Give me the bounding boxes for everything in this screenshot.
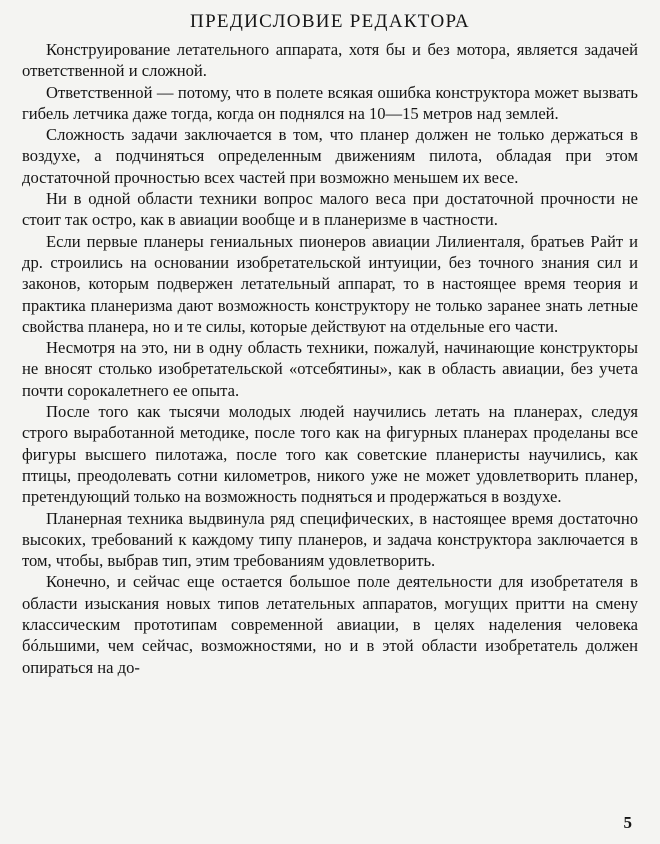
paragraph: Несмотря на это, ни в одну область техники, пожалуй, начинающие конструкторы не вносят столько изобретательской «отсебятины», как в область авиации, без учета почти сорокалетнего ее опыта. xyxy=(22,338,638,400)
paragraph: Сложность задачи заключается в том, что планер должен не только держаться в воздухе, а подчиняться определенным движениям пилота, обладая при этом достаточной прочностью всех частей при возможно меньшем их весе. xyxy=(22,125,638,187)
paragraph: Конструирование летательного аппарата, хотя бы и без мотора, является задачей ответственной и сложной. xyxy=(22,40,638,81)
paragraph: Конечно, и сейчас еще остается большое поле деятельности для изобретателя в области изыскания новых типов летательных аппаратов, могущих притти на смену классическим прототипам современной авиации, в целях наделения человека бóльшими, чем сейчас, возможностями, но и в этой области изобретатель должен опираться на до- xyxy=(22,572,638,677)
paragraph: Планерная техника выдвинула ряд специфических, в настоящее время достаточно высоких, требований к каждому типу планеров, и задача конструктора заключается в том, чтобы, выбрав тип, этим требованиям удовлетворить. xyxy=(22,508,638,571)
paragraph: Ни в одной области техники вопрос малого веса при достаточной прочности не стоит так остро, как в авиации вообще и в планеризме в частности. xyxy=(22,189,638,230)
page-number: 5 xyxy=(623,813,632,832)
body-text xyxy=(22,39,638,678)
paragraph: После того как тысячи молодых людей научились летать на планерах, следуя строго выработанной методике, после того как на фигурных планерах проделаны все фигуры высшего пилотажа, после того как советские планеристы научились, как птицы, преодолевать сотни километров, никого уже не может удовлетворить планер, претендующий только на возможность подняться и продержаться в воздухе. xyxy=(22,402,638,507)
paragraph: Ответственной — потому, что в полете всякая ошибка конструктора может вызвать гибель летчика даже тогда, когда он поднялся на 10—15 метров над землей. xyxy=(22,82,638,123)
page-title: ПРЕДИСЛОВИЕ РЕДАКТОРА xyxy=(190,11,470,32)
paragraph: Если первые планеры гениальных пионеров авиации Лилиенталя, братьев Райт и др. строились на основании изобретательской интуиции, без точного знания сил и законов, которым подвержен летательный аппарат, то в настоящее время теория и практика планеризма дают возможность конструктору не только заранее знать летные свойства планера, но и те силы, которые действуют на отдельные его части. xyxy=(22,231,638,336)
